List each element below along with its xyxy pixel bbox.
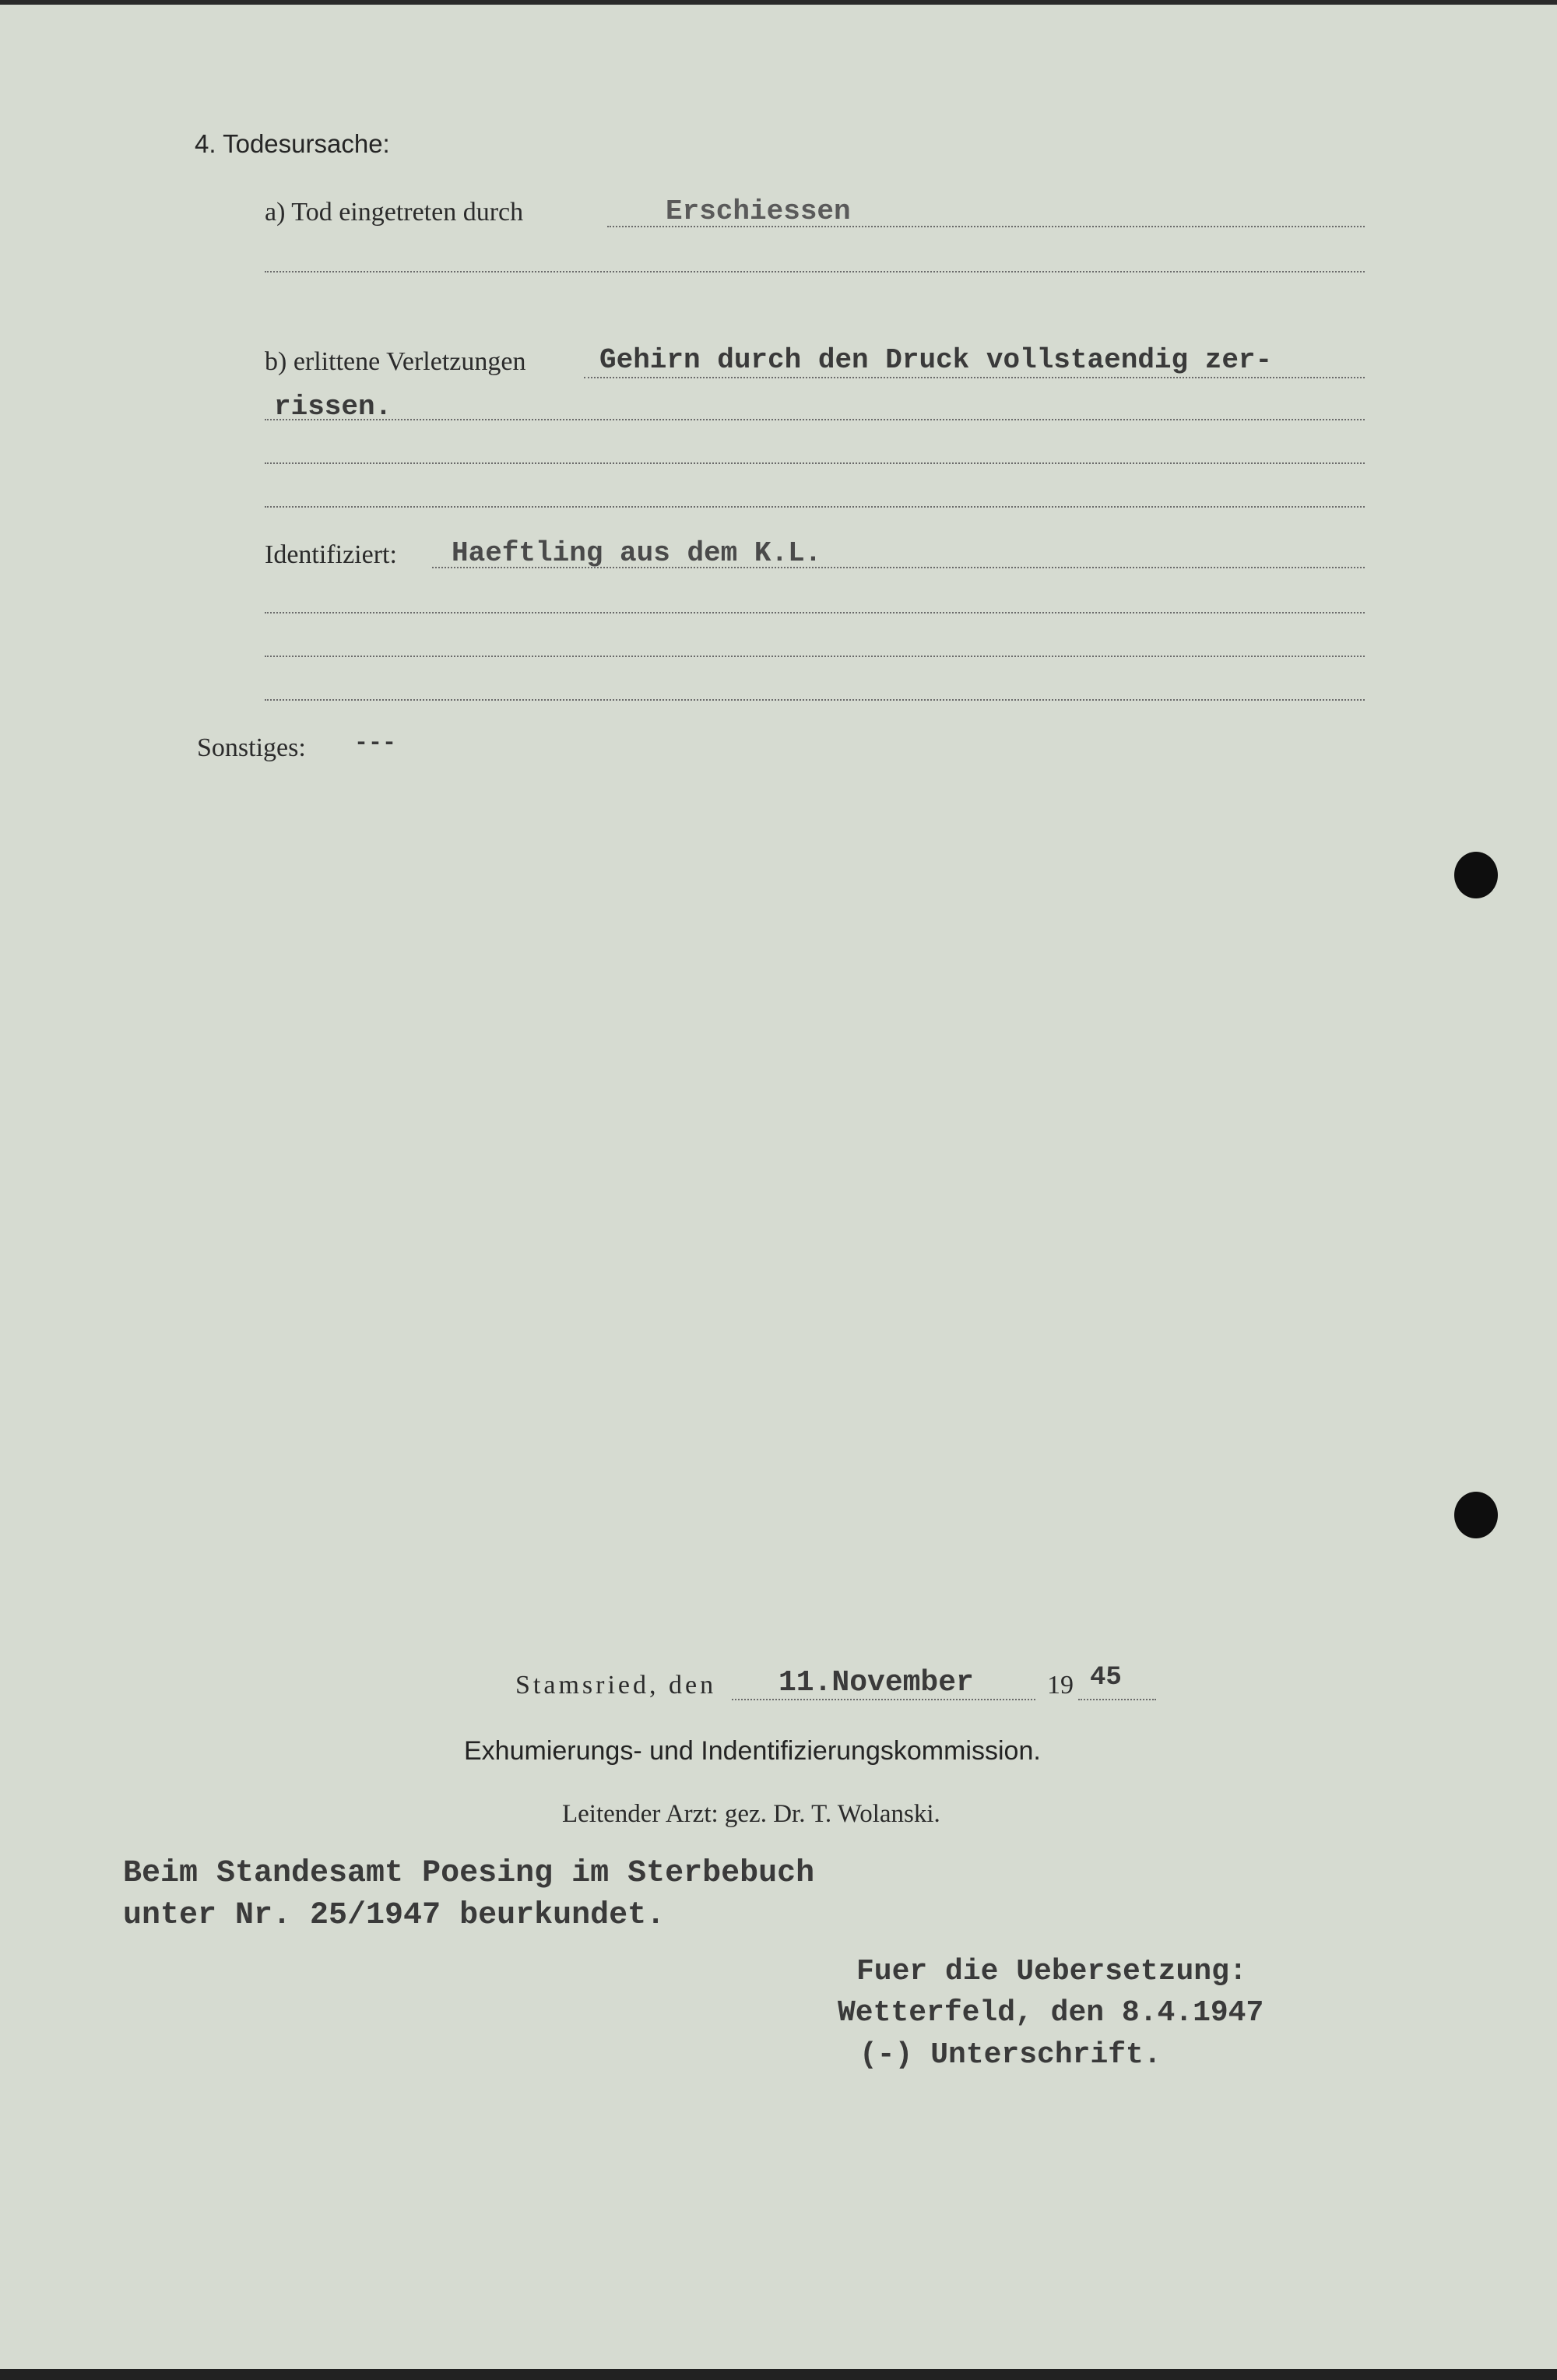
verletzungen-value-1: Gehirn durch den Druck vollstaendig zer-: [599, 344, 1273, 376]
verletzungen-value-2: rissen.: [274, 391, 392, 423]
verletzungen-line-3: [265, 462, 1365, 464]
tod-label: a) Tod eingetreten durch: [265, 198, 524, 227]
identifiziert-value: Haeftling aus dem K.L.: [452, 537, 822, 569]
dateline-date: 11.November: [778, 1666, 974, 1700]
dateline-year-suffix: 45: [1090, 1663, 1122, 1693]
sonstiges-value: ---: [354, 730, 397, 757]
dateline-year-line: [1078, 1699, 1156, 1700]
dateline-year-prefix: 19: [1047, 1671, 1074, 1700]
registry-note-line-1: Beim Standesamt Poesing im Sterbebuch: [123, 1856, 815, 1891]
tod-value: Erschiessen: [666, 195, 851, 227]
verletzungen-line-2: [265, 419, 1365, 420]
verletzungen-line: [584, 377, 1365, 378]
sonstiges-label: Sonstiges:: [197, 733, 306, 762]
translation-note-line-3: (-) Unterschrift.: [859, 2038, 1162, 2072]
doctor-line: Leitender Arzt: gez. Dr. T. Wolanski.: [562, 1800, 940, 1828]
translation-note-line-1: Fuer die Uebersetzung:: [856, 1955, 1247, 1988]
dateline-place: Stamsried, den: [515, 1671, 717, 1700]
identifiziert-label: Identifiziert:: [265, 540, 397, 569]
commission-title: Exhumierungs- und Indentifizierungskommission.: [464, 1736, 1041, 1766]
verletzungen-label: b) erlittene Verletzungen: [265, 347, 526, 376]
registry-note-line-2: unter Nr. 25/1947 beurkundet.: [123, 1898, 666, 1933]
section-heading: 4. Todesursache:: [195, 129, 390, 158]
identifiziert-line-4: [265, 699, 1365, 701]
punch-hole-top: [1454, 852, 1498, 898]
verletzungen-line-4: [265, 506, 1365, 508]
translation-note-line-2: Wetterfeld, den 8.4.1947: [838, 1996, 1264, 2030]
identifiziert-line-2: [265, 612, 1365, 613]
identifiziert-line-3: [265, 656, 1365, 657]
punch-hole-bottom: [1454, 1492, 1498, 1538]
tod-line-2: [265, 271, 1365, 272]
